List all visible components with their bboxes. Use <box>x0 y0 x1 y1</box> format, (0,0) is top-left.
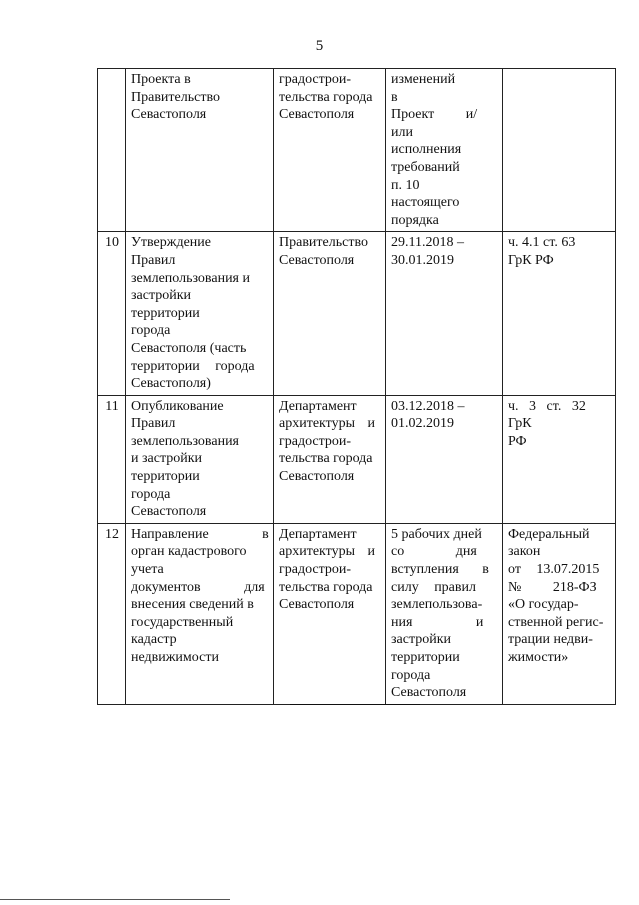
stage-cell: Направление в орган кадастрового учета документов для внесения сведений в государственный кадастр недвижимости <box>126 523 274 704</box>
table-row <box>98 523 616 704</box>
basis-cell <box>503 69 616 232</box>
deadline-cell: 5 рабочих дней со дня вступления в силу правил землепользова- ния и застройки территории города Севастополя <box>386 523 503 704</box>
schedule-table <box>97 68 616 705</box>
table-row <box>98 69 616 232</box>
basis-cell: ч. 3 ст. 32 ГрК РФ <box>503 395 616 523</box>
table-row <box>98 395 616 523</box>
stage-cell: Утверждение Правил землепользования и застройки территории города Севастополя (часть территории города Севастополя) <box>126 232 274 395</box>
row-number: 11 <box>98 395 126 523</box>
deadline-cell: 29.11.2018 – 30.01.2019 <box>386 232 503 395</box>
stage-cell: Опубликование Правил землепользования и застройки территории города Севастополя <box>126 395 274 523</box>
scan-edge-line <box>0 899 230 900</box>
responsible-cell: Департамент архитектуры и градострои- тельства города Севастополя <box>274 523 386 704</box>
responsible-cell: Департамент архитектуры и градострои- тельства города Севастополя <box>274 395 386 523</box>
basis-cell: Федеральный закон от 13.07.2015 № 218-ФЗ «О государ- ственной регис- трации недви- жимости» <box>503 523 616 704</box>
responsible-cell: Правительство Севастополя <box>274 232 386 395</box>
page-number: 5 <box>315 38 324 54</box>
row-number: 10 <box>98 232 126 395</box>
responsible-cell: градострои- тельства города Севастополя <box>274 69 386 232</box>
row-number <box>98 69 126 232</box>
table-row <box>98 232 616 395</box>
deadline-cell: изменений в Проект и/или исполнения требований п. 10 настоящего порядка <box>386 69 503 232</box>
row-number: 12 <box>98 523 126 704</box>
basis-cell: ч. 4.1 ст. 63 ГрК РФ <box>503 232 616 395</box>
deadline-cell: 03.12.2018 – 01.02.2019 <box>386 395 503 523</box>
closing-divider <box>290 704 420 705</box>
stage-cell: Проекта в Правительство Севастополя <box>126 69 274 232</box>
